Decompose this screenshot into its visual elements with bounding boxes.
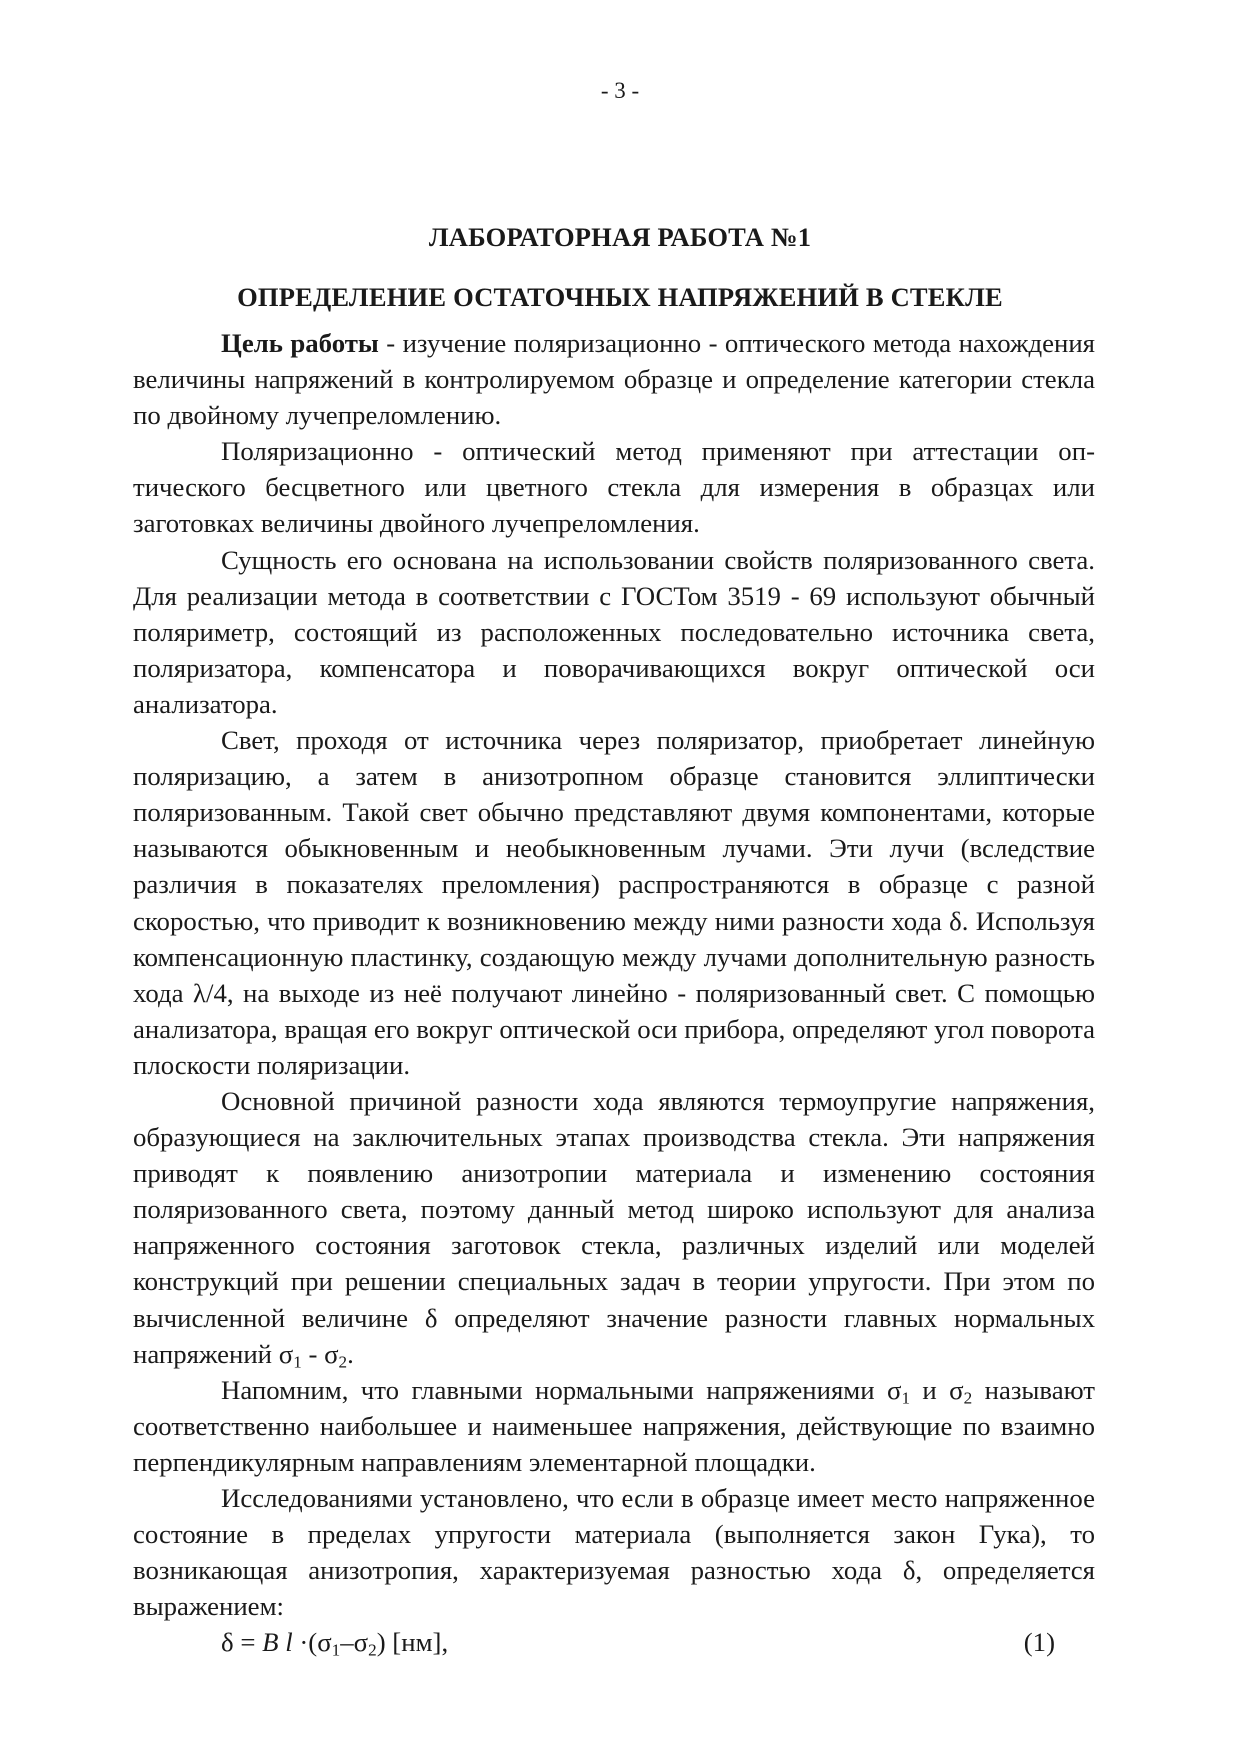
subscript: 1 xyxy=(901,1388,911,1407)
sigma-symbol: σ xyxy=(317,1627,332,1658)
subscript: 1 xyxy=(331,1640,341,1660)
formula-number: (1) xyxy=(1023,1627,1055,1658)
formula-dash: – xyxy=(340,1627,354,1658)
paragraph-light: Свет, проходя от источника через поляризатор, приобретает линейную поляризацию, а затем в анизотропном образце становится эллиптически поляризованным. Такой свет обычно представляют двумя компонентами, которые называются обыкновенным и необыкновенным лучами. Эти лучи (вследствие различия в показателях преломления) распространяются в образце с разной скоростью, что приводит к возникновению между ними разности хода δ. Используя компенсационную пластинку, создающую между лучами дополнительную разность хода λ/4, на выходе из неё получают линейно - поляризованный свет. С помощью анализатора, вращая его вокруг оптической оси прибора, определяют угол поворота плоскости поляризации. xyxy=(133,725,1095,1080)
page-number: - 3 - xyxy=(600,78,640,103)
formula-b: B xyxy=(262,1627,279,1658)
paragraph-research: Исследованиями установлено, что если в образце имеет место напряженное состояние в пределах упругости материала (выполняется закон Гука), то возникающая анизотропия, характеризуемая разностью хода δ, определяется выражением: xyxy=(133,1483,1095,1622)
formula-close: ) [нм], xyxy=(376,1627,449,1658)
formula-lhs: δ = xyxy=(221,1627,263,1658)
period: . xyxy=(347,1338,354,1369)
goal-text: - изучение поляризационно - оптического метода нахождения величины напряжений в контролируемом образце и определение категории стекла по двойному лучепреломлению. xyxy=(133,328,1095,431)
formula-open: ·( xyxy=(292,1627,318,1658)
subscript: 2 xyxy=(963,1388,973,1407)
subscript: 1 xyxy=(293,1351,302,1371)
paragraph-goal xyxy=(133,325,1095,433)
formula-l: l xyxy=(285,1627,293,1658)
paragraph-essence: Сущность его основана на использовании свойств поляризованного света. Для реализации метода в соответствии с ГОСТом 3519 - 69 используют обычный поляриметр, состоящий из расположенных последовательно источника света, поляризатора, компенсатора и поворачивающихся вокруг оптической оси анализатора. xyxy=(133,544,1095,719)
principal-text-mid: и xyxy=(910,1374,950,1405)
paragraph-method: Поляризационно - оптический метод применяют при аттестации оптического бесцветного или цветного стекла для измерения в образцах или заготовках величины двойного лучепреломления. xyxy=(133,436,1095,539)
sigma-symbol: σ xyxy=(887,1374,902,1405)
stress-cause-text: Основной причиной разности хода являются термоупругие напряжения, образующиеся на заключительных этапах производства стекла. Эти напряжения приводят к появлению анизотропии материала и изменению состояния поляризованного света, поэтому данный метод широко используют для анализа напряженного состояния заготовок стекла, различных изделий или моделей конструкций при решении специальных задач в теории упругости. При этом по вычисленной величине δ определяют значение разности главных нормальных напряжений xyxy=(133,1085,1095,1369)
sigma-symbol: σ xyxy=(324,1338,339,1369)
sigma-symbol: σ xyxy=(353,1627,369,1658)
paragraph-principal-stresses xyxy=(133,1372,1095,1480)
sigma-symbol: σ xyxy=(949,1374,964,1405)
subscript: 2 xyxy=(368,1640,377,1660)
formula-1 xyxy=(133,1624,1095,1660)
subscript: 2 xyxy=(338,1351,348,1371)
lab-subject: ОПРЕДЕЛЕНИЕ ОСТАТОЧНЫХ НАПРЯЖЕНИЙ В СТЕКЛЕ xyxy=(237,282,1003,312)
document-body xyxy=(133,325,1095,1660)
minus-separator: - xyxy=(301,1338,325,1369)
lab-title: ЛАБОРАТОРНАЯ РАБОТА №1 xyxy=(428,222,812,252)
sigma-symbol: σ xyxy=(278,1338,294,1369)
principal-text-end: называют соответственно наибольшее и наименьшее напряжения, действующие по взаимно перпендикулярным направлениям элементарной площадки. xyxy=(133,1374,1095,1477)
goal-label: Цель работы xyxy=(221,328,379,358)
paragraph-stress-cause xyxy=(133,1083,1095,1372)
principal-text-start: Напомним, что главными нормальными напряжениями xyxy=(221,1374,887,1405)
